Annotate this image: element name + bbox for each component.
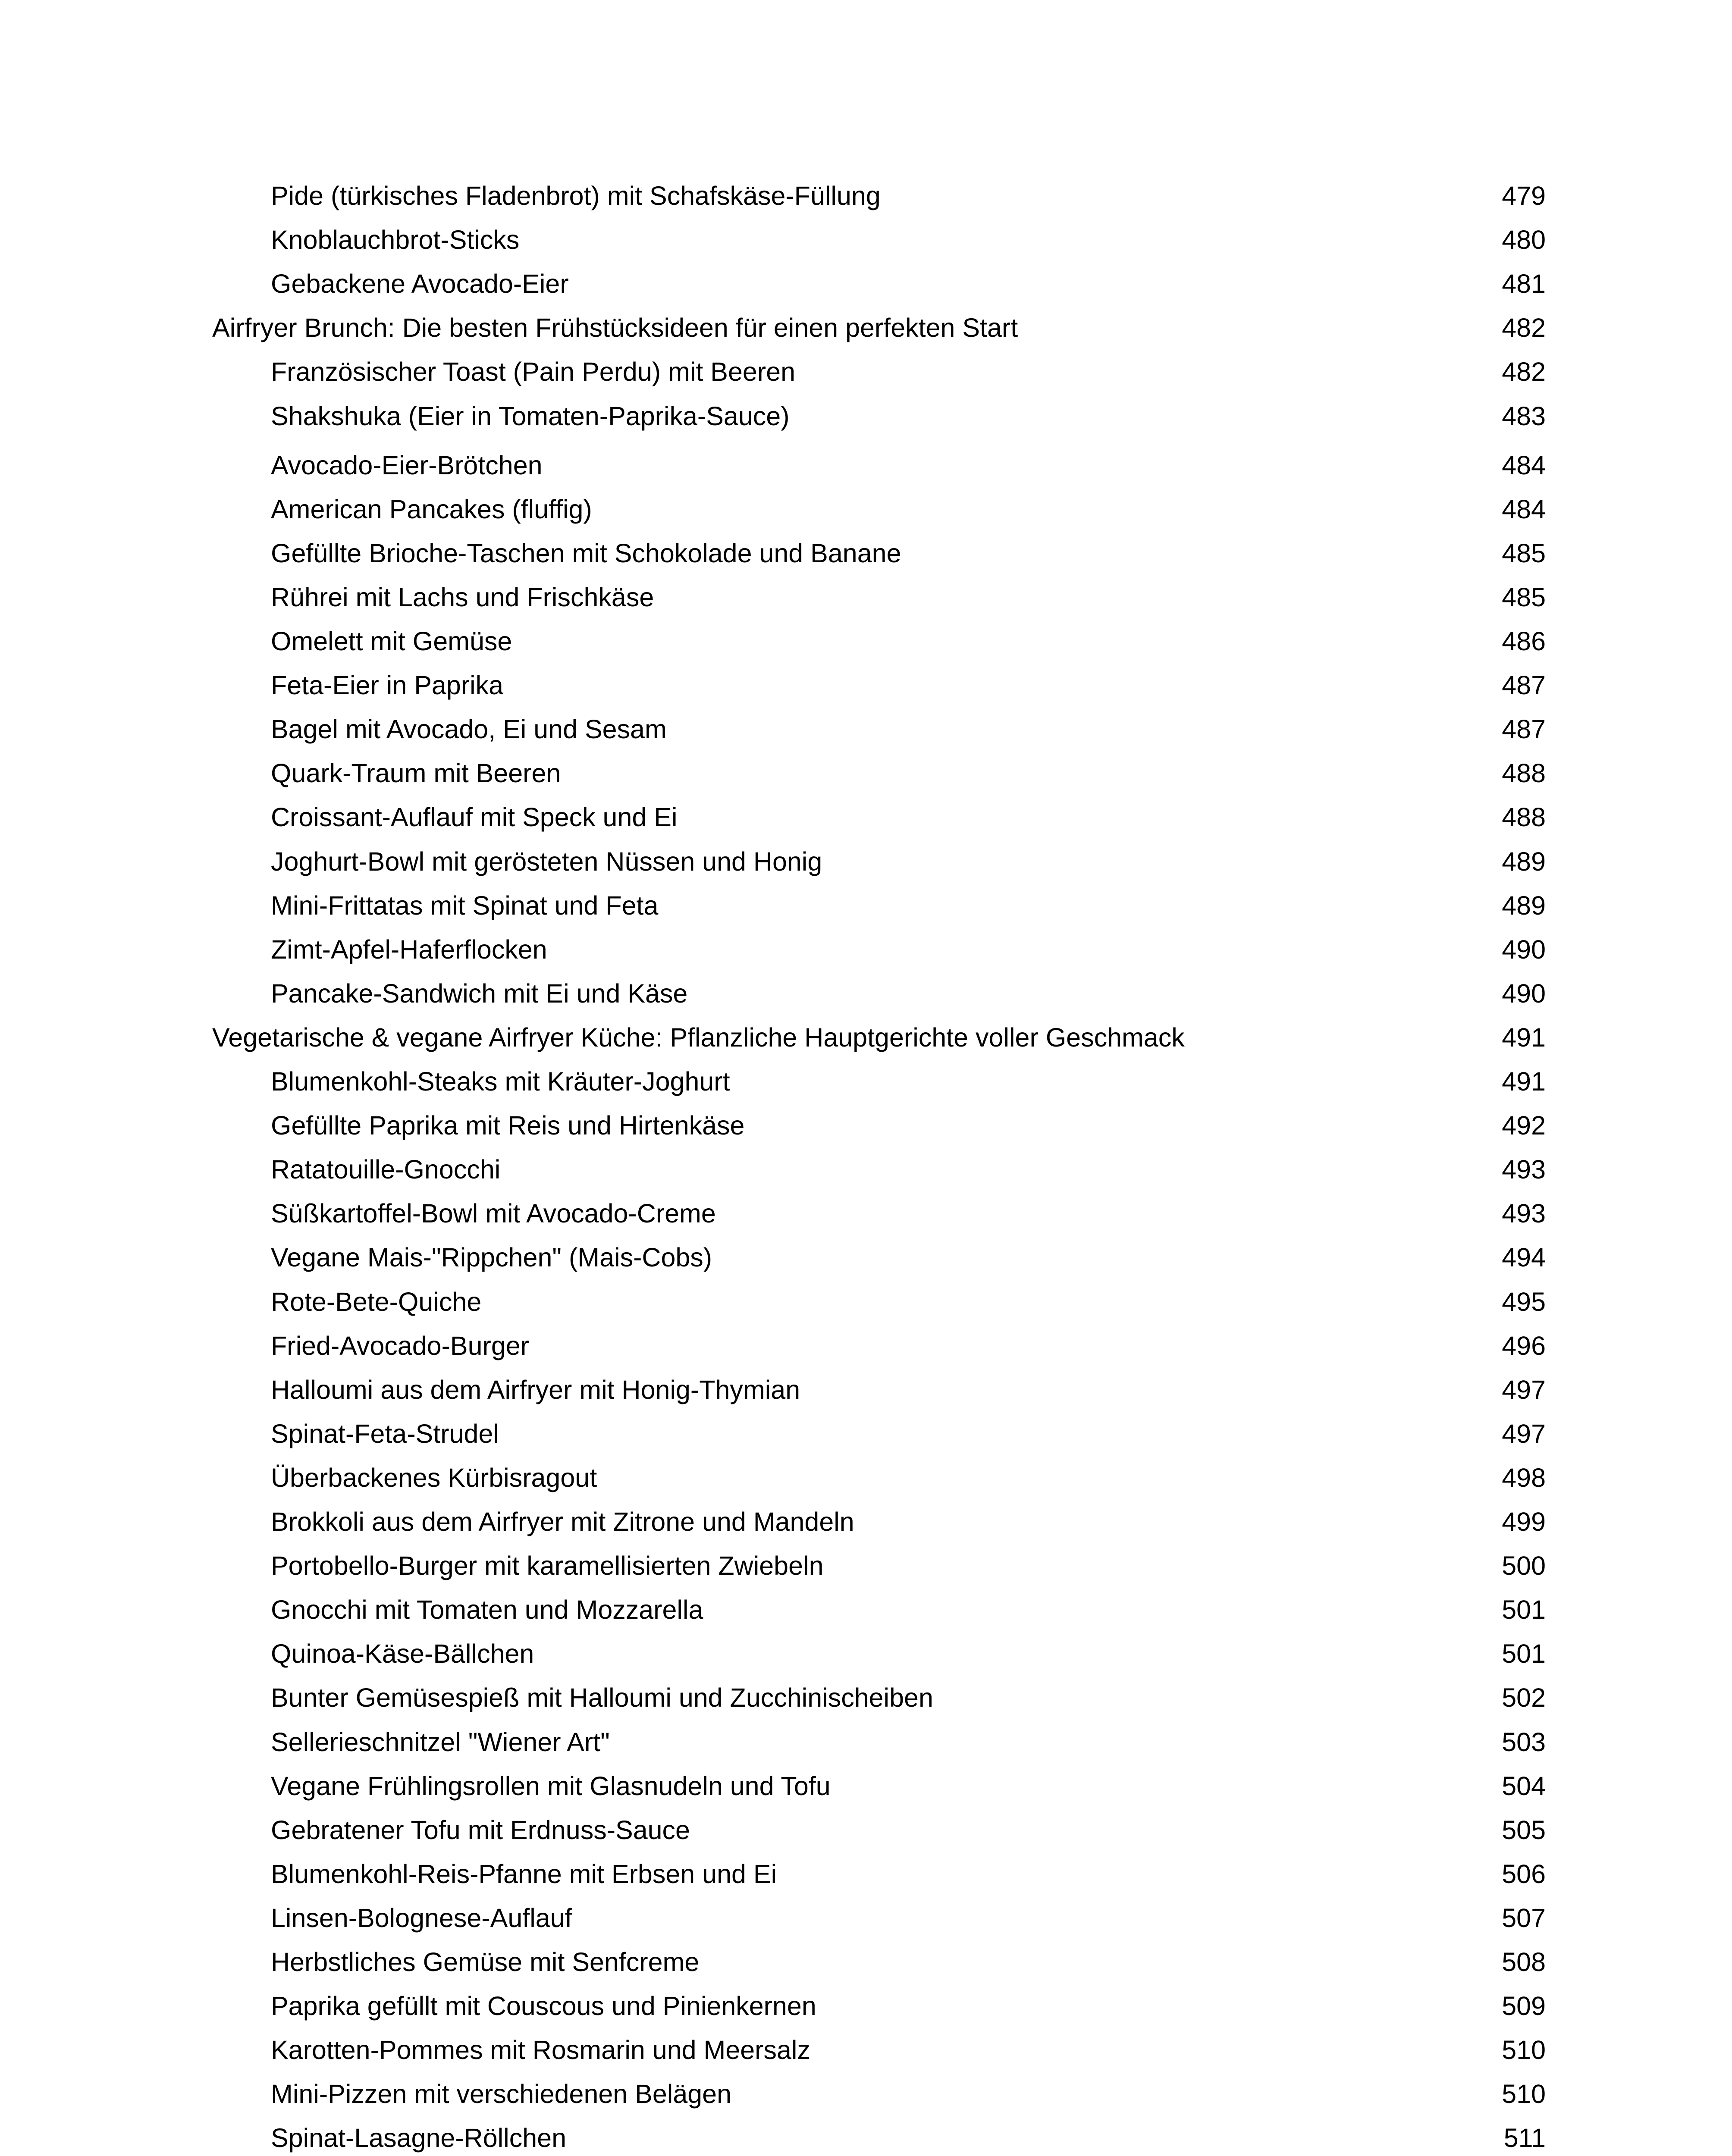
- toc-entry-title: Französischer Toast (Pain Perdu) mit Beeren: [271, 357, 796, 386]
- toc-entry-title: Überbackenes Kürbisragout: [271, 1463, 597, 1492]
- toc-recipe-entry[interactable]: [0, 262, 1732, 306]
- toc-entry-title: Brokkoli aus dem Airfryer mit Zitrone und Mandeln: [271, 1507, 854, 1536]
- toc-entry-title: Gebratener Tofu mit Erdnuss-Sauce: [271, 1815, 690, 1845]
- toc-entry-title: Fried-Avocado-Burger: [271, 1331, 529, 1360]
- toc-recipe-entry[interactable]: [0, 1632, 1732, 1676]
- toc-recipe-entry[interactable]: [0, 707, 1732, 751]
- toc-entry-title: Herbstliches Gemüse mit Senfcreme: [271, 1947, 700, 1977]
- toc-recipe-entry[interactable]: [0, 1808, 1732, 1852]
- toc-entry-page-number: 505: [1502, 1815, 1546, 1845]
- toc-recipe-entry[interactable]: [0, 1191, 1732, 1235]
- toc-entry-title: Feta-Eier in Paprika: [271, 671, 504, 700]
- toc-entry-page-number: 494: [1502, 1243, 1546, 1272]
- toc-entry-page-number: 503: [1502, 1727, 1546, 1757]
- toc-recipe-entry[interactable]: [0, 1235, 1732, 1279]
- toc-recipe-entry[interactable]: [0, 575, 1732, 619]
- toc-recipe-entry[interactable]: [0, 487, 1732, 531]
- toc-chapter-entry[interactable]: [0, 1015, 1732, 1059]
- toc-entry-title: Portobello-Burger mit karamellisierten Zwiebeln: [271, 1551, 824, 1580]
- toc-entry-page-number: 496: [1502, 1331, 1546, 1360]
- toc-recipe-entry[interactable]: [0, 619, 1732, 663]
- toc-recipe-entry[interactable]: [0, 218, 1732, 262]
- toc-entry-title: Mini-Pizzen mit verschiedenen Belägen: [271, 2079, 732, 2109]
- toc-entry-title: Sellerieschnitzel "Wiener Art": [271, 1727, 610, 1757]
- toc-recipe-entry[interactable]: [0, 1676, 1732, 1720]
- toc-entry-title: Ratatouille-Gnocchi: [271, 1155, 501, 1184]
- toc-entry-page-number: 488: [1502, 758, 1546, 788]
- toc-recipe-entry[interactable]: [0, 443, 1732, 487]
- toc-entry-page-number: 490: [1502, 935, 1546, 964]
- toc-entry-page-number: 500: [1502, 1551, 1546, 1580]
- toc-recipe-entry[interactable]: [0, 1852, 1732, 1896]
- toc-recipe-entry[interactable]: [0, 795, 1732, 839]
- toc-recipe-entry[interactable]: [0, 1984, 1732, 2028]
- toc-entry-title: Linsen-Bolognese-Auflauf: [271, 1903, 572, 1933]
- toc-recipe-entry[interactable]: [0, 1764, 1732, 1808]
- toc-entry-page-number: 487: [1502, 714, 1546, 744]
- toc-entry-title: Gefüllte Paprika mit Reis und Hirtenkäse: [271, 1111, 745, 1140]
- toc-entry-page-number: 484: [1502, 495, 1546, 524]
- toc-entry-page-number: 509: [1502, 1991, 1546, 2021]
- toc-entry-title: Rührei mit Lachs und Frischkäse: [271, 583, 654, 612]
- toc-entry-page-number: 487: [1502, 671, 1546, 700]
- toc-recipe-entry[interactable]: [0, 1588, 1732, 1632]
- toc-entry-title: Karotten-Pommes mit Rosmarin und Meersalz: [271, 2035, 810, 2065]
- toc-entry-page-number: 502: [1502, 1683, 1546, 1712]
- toc-recipe-entry[interactable]: [0, 2072, 1732, 2116]
- toc-entry-page-number: 486: [1502, 627, 1546, 656]
- toc-entry-title: Omelett mit Gemüse: [271, 627, 512, 656]
- toc-entry-page-number: 497: [1502, 1419, 1546, 1448]
- toc-entry-page-number: 485: [1502, 583, 1546, 612]
- toc-recipe-entry[interactable]: [0, 1720, 1732, 1764]
- toc-recipe-entry[interactable]: [0, 1896, 1732, 1940]
- toc-entry-title: Quark-Traum mit Beeren: [271, 758, 561, 788]
- toc-entry-page-number: 491: [1502, 1023, 1546, 1052]
- toc-entry-page-number: 510: [1502, 2035, 1546, 2065]
- toc-entry-page-number: 482: [1502, 313, 1546, 342]
- toc-entry-page-number: 497: [1502, 1375, 1546, 1404]
- toc-entry-page-number: 507: [1502, 1903, 1546, 1933]
- toc-recipe-entry[interactable]: [0, 1103, 1732, 1147]
- toc-entry-page-number: 510: [1502, 2079, 1546, 2109]
- toc-entry-title: Spinat-Lasagne-Röllchen: [271, 2123, 566, 2153]
- toc-entry-page-number: 493: [1502, 1199, 1546, 1228]
- toc-entry-title: Vegane Mais-"Rippchen" (Mais-Cobs): [271, 1243, 712, 1272]
- toc-entry-title: Pancake-Sandwich mit Ei und Käse: [271, 979, 688, 1008]
- toc-recipe-entry[interactable]: [0, 1280, 1732, 1324]
- toc-entry-title: Gefüllte Brioche-Taschen mit Schokolade und Banane: [271, 539, 901, 568]
- toc-entry-title: Paprika gefüllt mit Couscous und Pinienkernen: [271, 1991, 816, 2021]
- toc-recipe-entry[interactable]: [0, 928, 1732, 971]
- toc-entry-page-number: 492: [1502, 1111, 1546, 1140]
- toc-recipe-entry[interactable]: [0, 1147, 1732, 1191]
- toc-entry-title: Quinoa-Käse-Bällchen: [271, 1639, 534, 1668]
- toc-entry-title: Airfryer Brunch: Die besten Frühstücksideen für einen perfekten Start: [212, 313, 1018, 342]
- toc-entry-title: Spinat-Feta-Strudel: [271, 1419, 499, 1448]
- toc-entry-page-number: 495: [1502, 1287, 1546, 1316]
- toc-chapter-entry[interactable]: [0, 306, 1732, 350]
- toc-recipe-entry[interactable]: [0, 751, 1732, 795]
- toc-entry-title: Halloumi aus dem Airfryer mit Honig-Thymian: [271, 1375, 800, 1404]
- toc-entry-page-number: 483: [1502, 401, 1546, 431]
- toc-entry-page-number: 506: [1502, 1859, 1546, 1889]
- toc-entry-title: Blumenkohl-Reis-Pfanne mit Erbsen und Ei: [271, 1859, 777, 1889]
- toc-recipe-entry[interactable]: [0, 1456, 1732, 1500]
- toc-recipe-entry[interactable]: [0, 531, 1732, 575]
- toc-recipe-entry[interactable]: [0, 1059, 1732, 1103]
- toc-recipe-entry[interactable]: [0, 971, 1732, 1015]
- toc-recipe-entry[interactable]: [0, 1544, 1732, 1588]
- toc-recipe-entry[interactable]: [0, 2028, 1732, 2072]
- toc-entry-title: American Pancakes (fluffig): [271, 495, 592, 524]
- toc-entry-title: Shakshuka (Eier in Tomaten-Paprika-Sauce): [271, 401, 790, 431]
- toc-entry-title: Blumenkohl-Steaks mit Kräuter-Joghurt: [271, 1067, 730, 1096]
- toc-entry-page-number: 490: [1502, 979, 1546, 1008]
- toc-entry-page-number: 493: [1502, 1155, 1546, 1184]
- toc-entry-page-number: 498: [1502, 1463, 1546, 1492]
- toc-entry-page-number: 484: [1502, 451, 1546, 480]
- toc-recipe-entry[interactable]: [0, 663, 1732, 707]
- toc-entry-title: Croissant-Auflauf mit Speck und Ei: [271, 802, 678, 832]
- toc-recipe-entry[interactable]: [0, 1500, 1732, 1544]
- toc-recipe-entry[interactable]: [0, 1412, 1732, 1456]
- toc-entry-page-number: 504: [1502, 1771, 1546, 1801]
- toc-recipe-entry[interactable]: [0, 1368, 1732, 1412]
- toc-entry-page-number: 489: [1502, 847, 1546, 876]
- toc-entry-title: Gebackene Avocado-Eier: [271, 269, 569, 298]
- toc-entry-title: Zimt-Apfel-Haferflocken: [271, 935, 547, 964]
- toc-recipe-entry[interactable]: [0, 840, 1732, 884]
- toc-entry-page-number: 480: [1502, 225, 1546, 254]
- toc-entry-page-number: 482: [1502, 357, 1546, 386]
- toc-entry-title: Gnocchi mit Tomaten und Mozzarella: [271, 1595, 703, 1624]
- toc-entry-title: Rote-Bete-Quiche: [271, 1287, 482, 1316]
- toc-recipe-entry[interactable]: [0, 350, 1732, 394]
- toc-entry-page-number: 489: [1502, 891, 1546, 920]
- toc-entry-title: Pide (türkisches Fladenbrot) mit Schafskäse-Füllung: [271, 181, 881, 210]
- toc-entry-title: Avocado-Eier-Brötchen: [271, 451, 543, 480]
- toc-recipe-entry[interactable]: [0, 1324, 1732, 1368]
- toc-entry-page-number: 508: [1502, 1947, 1546, 1977]
- toc-entry-title: Mini-Frittatas mit Spinat und Feta: [271, 891, 659, 920]
- toc-entry-page-number: 501: [1502, 1595, 1546, 1624]
- toc-entry-title: Bunter Gemüsespieß mit Halloumi und Zucchinischeiben: [271, 1683, 933, 1712]
- toc-recipe-entry[interactable]: [0, 394, 1732, 438]
- toc-entry-title: Joghurt-Bowl mit gerösteten Nüssen und Honig: [271, 847, 822, 876]
- toc-entry-page-number: 488: [1502, 802, 1546, 832]
- toc-entry-title: Vegetarische & vegane Airfryer Küche: Pflanzliche Hauptgerichte voller Geschmack: [212, 1023, 1185, 1052]
- toc-recipe-entry[interactable]: [0, 884, 1732, 928]
- toc-recipe-entry[interactable]: [0, 174, 1732, 218]
- toc-recipe-entry[interactable]: [0, 1940, 1732, 1984]
- toc-entry-title: Knoblauchbrot-Sticks: [271, 225, 520, 254]
- toc-entry-title: Bagel mit Avocado, Ei und Sesam: [271, 714, 667, 744]
- toc-recipe-entry[interactable]: [0, 2116, 1732, 2156]
- toc-entry-page-number: 501: [1502, 1639, 1546, 1668]
- toc-entry-page-number: 491: [1502, 1067, 1546, 1096]
- toc-entry-title: Vegane Frühlingsrollen mit Glasnudeln und Tofu: [271, 1771, 831, 1801]
- toc-entry-page-number: 485: [1502, 539, 1546, 568]
- toc-entry-page-number: 481: [1502, 269, 1546, 298]
- toc-entry-page-number: 479: [1502, 181, 1546, 210]
- toc-entry-page-number: 499: [1502, 1507, 1546, 1536]
- toc-entry-page-number: 511: [1503, 2123, 1546, 2153]
- toc-entry-title: Süßkartoffel-Bowl mit Avocado-Creme: [271, 1199, 716, 1228]
